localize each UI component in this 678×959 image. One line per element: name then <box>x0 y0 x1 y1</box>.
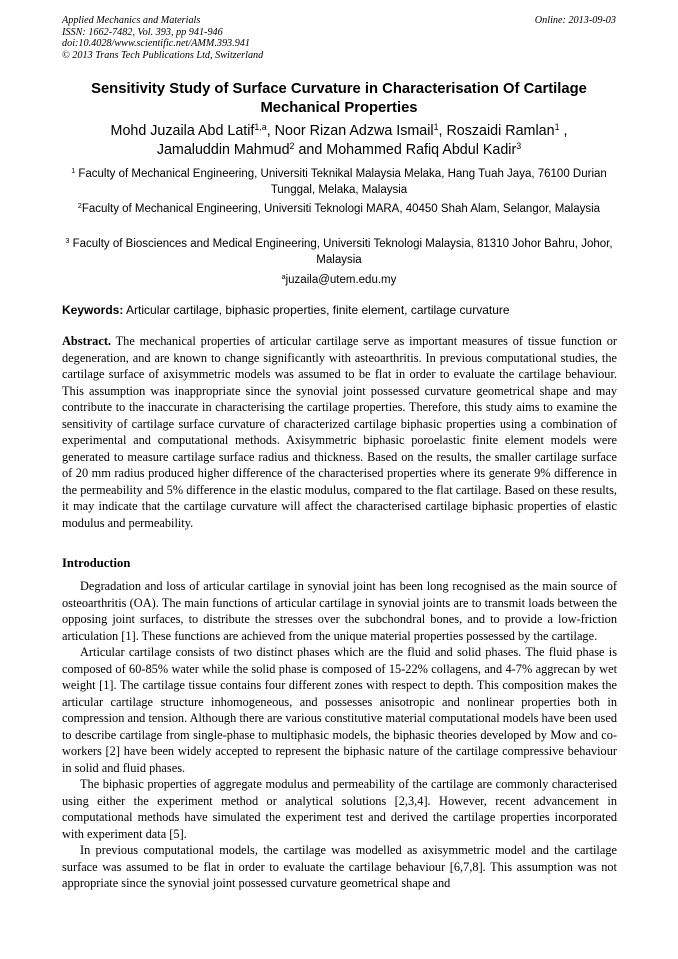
abstract <box>62 333 617 531</box>
paper-title: Sensitivity Study of Surface Curvature in Characterisation Of Cartilage Mechanical Properties <box>91 81 587 116</box>
affiliation-mark: 3 <box>65 237 70 246</box>
author-name: Noor Rizan Adzwa Ismail <box>274 123 434 139</box>
affiliation-2 <box>58 201 620 217</box>
author-separator: and <box>294 142 327 158</box>
keywords-line <box>62 302 618 318</box>
author-name: Mohd Juzaila Abd Latif <box>110 123 255 139</box>
affiliation-text: Faculty of Mechanical Engineering, Universiti Teknikal Malaysia Melaka, Hang Tuah Jaya, 76100 Durian Tunggal, Melaka, Malaysia <box>75 168 607 196</box>
copyright-line: © 2013 Trans Tech Publications Ltd, Switzerland <box>62 49 264 61</box>
keywords-text: Articular cartilage, biphasic properties, finite element, cartilage curvature <box>123 303 510 317</box>
issn-line: ISSN: 1662-7482, Vol. 393, pp 941-946 <box>62 26 223 38</box>
section-heading-introduction: Introduction <box>62 556 131 570</box>
corresponding-email <box>58 272 620 288</box>
abstract-label: Abstract. <box>62 334 112 348</box>
paragraph: In previous computational models, the cartilage was modelled as axisymmetric model and the cartilage surface was assumed to be flat in order to evaluate the cartilage behaviour [6,7,8]. This assumption was not appropriate since the synovial joint possessed curvature geometrical shape and <box>62 843 617 890</box>
paragraph: Articular cartilage consists of two distinct phases which are the fluid and solid phases. The fluid phase is composed of 60-85% water while the solid phase is composed of 15-22% collagens, and 4-7% aggrecan by wet weight [1]. The cartilage tissue contains four different zones with respect to depth. This composition makes the articular cartilage structure inhomogeneous, and possesses anisotropic and nonlinear properties both in compression and tension. Although there are various constitutive material computational models have been used to describe cartilage from single-phase to multiphasic models, the biphasic theories developed by Mow and co-workers [2] have been widely accepted to represent the biphasic nature of the cartilage compressive behaviour in solid and fluid phases. <box>62 645 617 775</box>
author-affil-mark: 3 <box>516 141 522 152</box>
affiliation-text: Faculty of Biosciences and Medical Engineering, Universiti Teknologi Malaysia, 81310 Johor Bahru, Johor, Malaysia <box>69 238 613 266</box>
affiliation-text: Faculty of Mechanical Engineering, Universiti Teknologi MARA, 40450 Shah Alam, Selangor, Malaysia <box>81 203 601 215</box>
introduction-body <box>62 578 617 892</box>
journal-header <box>62 15 618 61</box>
author-separator: , <box>266 123 275 139</box>
author-affil-mark: 1 <box>433 122 439 133</box>
keywords-label: Keywords: <box>62 303 124 317</box>
author-affil-mark: 1,a <box>254 122 267 133</box>
author-affil-mark: 2 <box>289 141 295 152</box>
affiliation-mark: 2 <box>77 202 82 211</box>
online-date: Online: 2013-09-03 <box>534 15 616 26</box>
doi-line: doi:10.4028/www.scientific.net/AMM.393.941 <box>62 38 250 50</box>
email-address: juzaila@utem.edu.my <box>285 274 397 286</box>
affiliation-mark: 1 <box>71 167 76 176</box>
author-list <box>48 122 630 160</box>
affiliation-1 <box>58 166 620 198</box>
abstract-text: The mechanical properties of articular cartilage serve as important measures of tissue function or degeneration, and are known to change significantly with asteoarthritis. In previous computational studies, the cartilage surface of axisymmetric models was assumed to be flat in order to evaluate the cartilage behaviour. This assumption was inappropriate since the synovial joint possessed curvature geometrical shape and may contribute to the inaccurate in characterising the cartilage properties. Therefore, this study aims to examine the sensitivity of cartilage surface curvature of characterized cartilage biphasic properties using a combination of experimental and computational methods. Axisymmetric biphasic poroelastic finite element models were generated to measure cartilage surface radius and thickness. Based on the results, the smaller cartilage surface of 20 mm radius produced higher difference of the characterised properties where its generate 9% difference in the permeability and 5% difference in the elastic modulus, compared to the flat cartilage. Based on these results, it may indicate that the cartilage curvature will affect the characterised cartilage biphasic properties of elastic modulus and permeability. <box>62 334 617 530</box>
email-mark: a <box>281 273 286 282</box>
affiliation-3 <box>58 236 620 268</box>
author-name: Jamaluddin Mahmud <box>156 142 290 158</box>
journal-name: Applied Mechanics and Materials <box>62 15 201 26</box>
author-name: Roszaidi Ramlan <box>446 123 555 139</box>
paragraph: Degradation and loss of articular cartilage in synovial joint has been long recognised as the main source of osteoarthritis (OA). The main functions of articular cartilage in synovial joints are to transmit loads between the opposing joint surfaces, to distribute the stresses over the subchondral bones, and to provide a low-friction articulation [1]. These functions are achieved from the unique material properties possessed by the cartilage. <box>62 579 617 643</box>
paragraph: The biphasic properties of aggregate modulus and permeability of the cartilage are commonly characterised using either the experiment method or analytical solutions [2,3,4]. However, recent advancement in computational methods have simulated the experiment test and derived the cartilage properties incorporated with experiment data [5]. <box>62 777 617 841</box>
author-separator: , <box>559 123 568 139</box>
author-affil-mark: 1 <box>554 122 560 133</box>
author-name: Mohammed Rafiq Abdul Kadir <box>326 142 517 158</box>
author-separator: , <box>438 123 447 139</box>
